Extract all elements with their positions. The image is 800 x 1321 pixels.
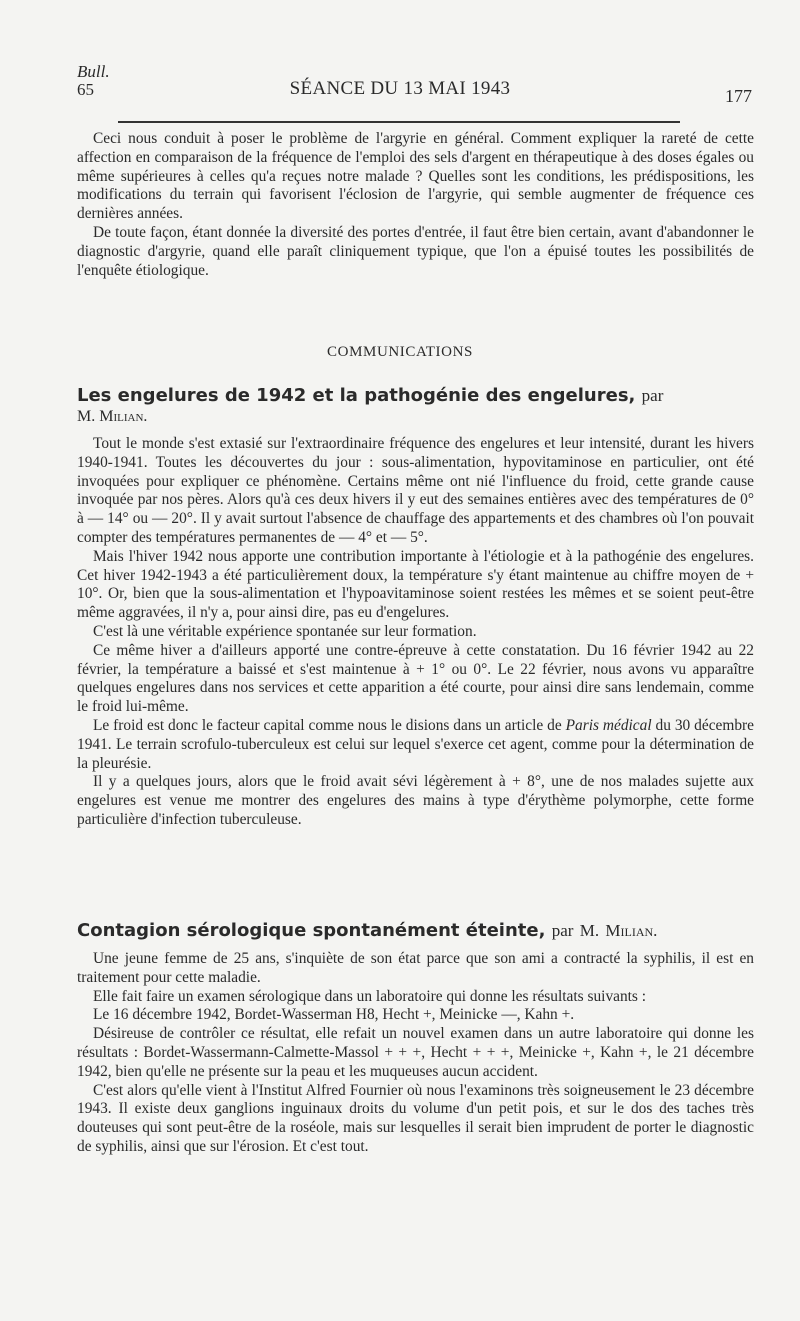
article-paragraph: [77, 717, 754, 773]
article-title: [77, 920, 754, 942]
journal-abbreviation: Bull.: [77, 62, 110, 81]
article-paragraph: C'est là une véritable expérience spontanée sur leur formation.: [93, 622, 477, 640]
page-number: 177: [725, 86, 752, 106]
intro-paragraph: Ceci nous conduit à poser le problème de l'argyrie en général. Comment expliquer la rareté de cette affection en comparaison de la fréquence de l'emploi des sels d'argent en thérapeutique à des doses égales ou même supérieures à celles qu'a reçues notre malade ? Quelles sont les conditions, les prédispositions, les modifications du terrain qui favorisent l'éclosion de l'argyrie, qui semble augmenter de fréquence ces dernières années.: [77, 130, 754, 223]
article-paragraph: Tout le monde s'est extasié sur l'extraordinaire fréquence des engelures et leur intensité, durant les hivers 1940-1941. Toutes les découvertes du jour : sous-alimentation, hypovitaminose en particulier, ont été invoquées pour expliquer ce phénomène. Certains même ont nié l'influence du froid, cette grande cause invoquée par nos pères. Alors qu'à ces deux hivers il y eut des semaines entières avec des températures de 0° à — 14° ou — 20°. Il y avait surtout l'absence de chauffage des appartements et des chambres où l'on pouvait compter des températures permanentes de — 4° et — 5°.: [77, 435, 754, 546]
author-name: Milian.: [605, 921, 658, 940]
article-paragraph: Ce même hiver a d'ailleurs apporté une contre-épreuve à cette constatation. Du 16 février 1942 au 22 février, la température a baissé et s'est maintenue à + 1° ou 0°. Le 22 février, nous avons vu apparaître quelques engelures dans nos services et cette apparition a été courte, pour ainsi dire sans lendemain, comme le froid lui-même.: [77, 641, 754, 716]
article-title: [77, 385, 754, 407]
paragraph-text: du 30 décembre 1941. Le terrain scrofulo-tuberculeux est celui sur lequel s'exerce cet agent, comme pour la détermination de la pleurésie.: [77, 716, 754, 772]
running-header: [0, 78, 800, 100]
author-prefix: M.: [579, 921, 600, 940]
article-paragraph: Mais l'hiver 1942 nous apporte une contribution importante à l'étiologie et à la pathogénie des engelures. Cet hiver 1942-1943 a été particulièrement doux, la température s'y étant maintenue au chiffre moyen de + 10°. Or, bien que la sous-alimentation et l'hypoavitaminose soient restées les mêmes et se soient peut-être même aggravées, il n'y a, pour ainsi dire, pas eu d'engelures.: [77, 547, 754, 622]
author-prefix: M.: [77, 408, 96, 425]
article-engelures: [77, 385, 754, 830]
article-author: [77, 407, 754, 427]
article-by: par: [641, 386, 664, 405]
paragraph-text: Le froid est donc le facteur capital comme nous le disions dans un article de: [93, 716, 566, 734]
article-paragraph: Elle fait faire un examen sérologique dans un laboratoire qui donne les résultats suivants :: [93, 987, 647, 1005]
header-day: 13: [403, 78, 424, 99]
article-by: par: [551, 921, 574, 940]
intro-paragraph: De toute façon, étant donnée la diversité des portes d'entrée, il faut être bien certain, avant d'abandonner le diagnostic d'argyrie, quand elle paraît cliniquement typique, que l'on a épuisé toutes les possibilités de l'enquête étiologique.: [77, 223, 754, 279]
article-contagion: [77, 920, 754, 1157]
article-title-text: Les engelures de 1942 et la pathogénie des engelures,: [77, 385, 636, 406]
header-rule: [118, 121, 680, 123]
header-prefix: SÉANCE DU: [289, 78, 399, 99]
volume-number: 65: [77, 80, 94, 99]
journal-citation: Paris médical: [565, 716, 652, 734]
article-paragraph: C'est alors qu'elle vient à l'Institut Alfred Fournier où nous l'examinons très soigneusement le 23 décembre 1943. Il existe deux ganglions inguinaux droits du volume d'un petit pois, et sur le dos des taches très douteuses qui sont peut-être de la roséole, mais sur lesquelles il serait bien imprudent de porter le diagnostic de syphilis, ainsi que sur l'érosion. Et c'est tout.: [77, 1081, 754, 1155]
article-title-text: Contagion sérologique spontanément éteinte,: [77, 920, 546, 941]
section-heading: COMMUNICATIONS: [327, 344, 473, 360]
header-year: 1943: [471, 78, 511, 99]
article-paragraph: Désireuse de contrôler ce résultat, elle refait un nouvel examen dans un autre laboratoire qui donne les résultats : Bordet-Wassermann-Calmette-Massol + + +, Hecht + + +, Meinicke +, Kahn +, le 21 décembre 1942, bien qu'elle ne présente sur la peau et les muqueuses aucun accident.: [77, 1025, 754, 1080]
article-paragraph: Une jeune femme de 25 ans, s'inquiète de son état parce que son ami a contracté la syphilis, il est en traitement pour cette maladie.: [77, 950, 754, 986]
author-name: Milian.: [99, 408, 148, 425]
article-paragraph: Le 16 décembre 1942, Bordet-Wasserman H8, Hecht +, Meinicke —, Kahn +.: [93, 1006, 575, 1024]
header-month: MAI: [428, 78, 467, 99]
intro-block: [77, 130, 754, 280]
article-paragraph: Il y a quelques jours, alors que le froid avait sévi légèrement à + 8°, une de nos malades sujette aux engelures est venue me montrer des engelures des mains à type d'érythème polymorphe, cette forme particulière d'infection tuberculeuse.: [77, 773, 754, 828]
